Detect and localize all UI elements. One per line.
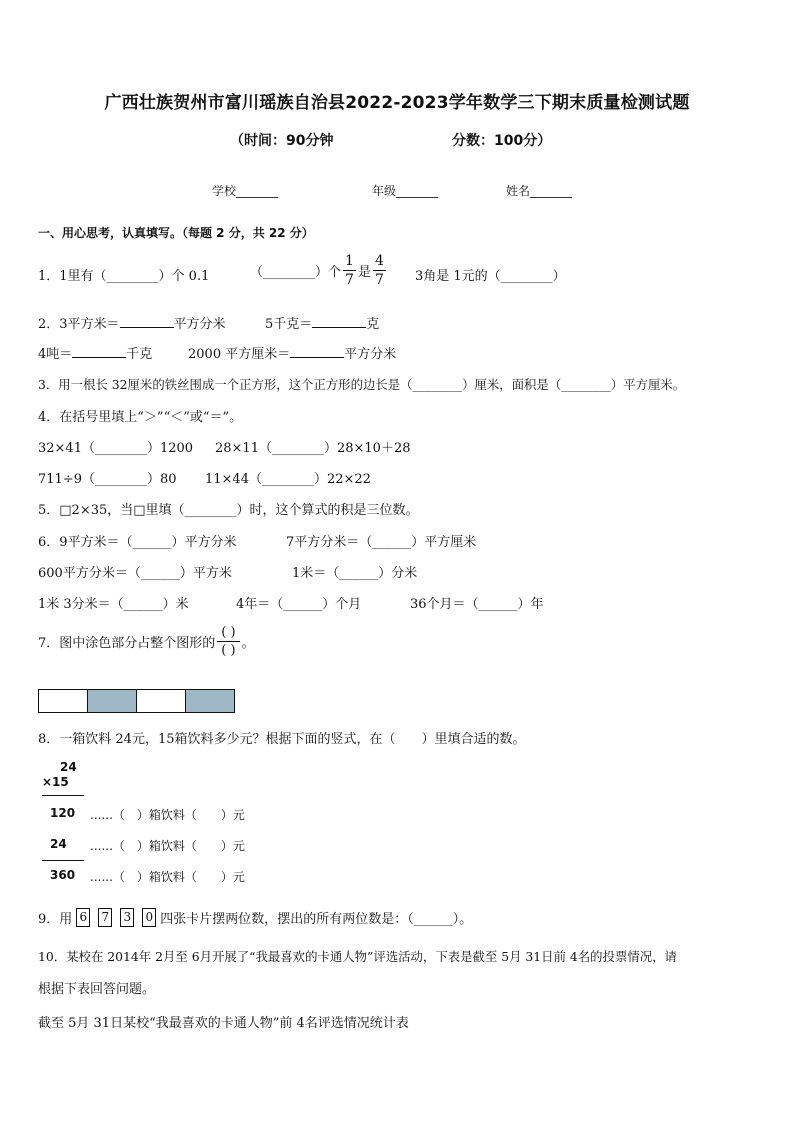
q6-c: 600平方分米＝（______）平方米 [38, 566, 232, 581]
q6-f: 4年＝（______）个月 [236, 597, 362, 612]
q2-c-post: 千克 [126, 347, 153, 362]
digit-card: 6 [76, 908, 90, 927]
q2-c-pre: 4吨＝ [38, 347, 73, 362]
q1-part-a: 1．1里有（________）个 0.1 [38, 269, 210, 284]
answer-blank[interactable] [120, 314, 174, 328]
q7-period: 。 [241, 636, 255, 651]
q2-b-post: 克 [366, 317, 380, 332]
exam-time: （时间：90分钟 [230, 133, 334, 149]
q10-line-1: 10．某校在 2014年 2月至 6月开展了“我最喜欢的卡通人物”评选活动，下表是截至 5月 31日前 4名的投票情况，请 [38, 949, 677, 964]
fraction-numerator: 1 [345, 253, 354, 269]
strip-cell-unshaded [137, 690, 186, 712]
partial-product-2: 24 [50, 837, 67, 851]
q2-b-pre: 5千克＝ [265, 317, 313, 332]
fraction-denominator-blank: ( ) [221, 643, 236, 658]
digit-card: 0 [142, 908, 156, 927]
partial-note-3: ......（ ）箱饮料（ ）元 [90, 870, 245, 884]
q2-row-2 [38, 343, 152, 362]
partial-note-2: ......（ ）箱饮料（ ）元 [90, 839, 245, 853]
q7-line [38, 626, 255, 657]
q10-table-caption: 截至 5月 31日某校“我最喜欢的卡通人物”前 4名评选情况统计表 [38, 1016, 409, 1031]
q9-pre: 9．用 [38, 912, 73, 927]
q8-text: 8．一箱饮料 24元，15箱饮料多少元？根据下面的竖式，在（ ）里填合适的数。 [38, 732, 526, 747]
q6-e: 1米 3分米＝（______）米 [38, 597, 189, 612]
q6-b: 7平方分米＝（______）平方厘米 [286, 535, 477, 550]
strip-cell-shaded [88, 690, 137, 712]
q2-row-1b [265, 313, 379, 332]
fraction-numerator-blank: ( ) [217, 626, 239, 642]
q4-d: 11×44（________）22×22 [205, 472, 371, 487]
q2-d-post: 平方分米 [344, 347, 397, 362]
answer-blank[interactable] [312, 314, 366, 328]
shaded-strip-figure [38, 689, 235, 713]
q2-row-2b [188, 343, 396, 362]
fraction-denominator: 7 [345, 272, 354, 288]
fraction-numerator: 4 [374, 253, 384, 269]
q5-text: 5．□2×35，当□里填（________）时，这个算式的积是三位数。 [38, 503, 419, 518]
vertical-rule [42, 795, 84, 796]
strip-cell-unshaded [39, 690, 88, 712]
q1-is-text: 是 [357, 265, 371, 280]
q7-text: 7．图中涂色部分占整个图形的 [38, 636, 216, 651]
q4-a: 32×41（________）1200 [38, 441, 194, 456]
q9-post: 四张卡片摆两位数，摆出的所有两位数是：（______）。 [160, 912, 473, 927]
q4-c: 711÷9（________）80 [38, 472, 177, 487]
fraction-4-7 [373, 254, 386, 287]
q4-b: 28×11（________）28×10＋28 [215, 441, 411, 456]
answer-fraction[interactable] [217, 626, 239, 657]
q4-heading: 4．在括号里填上“＞”“＜”或“＝”。 [38, 410, 243, 425]
final-product: 360 [50, 868, 76, 882]
digit-card: 7 [98, 908, 112, 927]
q2-a-post: 平方分米 [173, 317, 226, 332]
answer-blank[interactable] [72, 344, 126, 358]
q10-line-2: 根据下表回答问题。 [38, 982, 156, 997]
fraction-denominator: 7 [374, 272, 384, 288]
q9-line [38, 908, 472, 927]
name-field: 姓名_______ [506, 184, 573, 198]
section-heading: 一、用心思考，认真填写。（每题 2 分，共 22 分） [38, 226, 314, 240]
grade-field: 年级_______ [372, 184, 439, 198]
fraction-1-7 [343, 254, 356, 287]
digit-card: 3 [120, 908, 134, 927]
partial-note-1: ......（ ）箱饮料（ ）元 [90, 808, 245, 822]
q6-a: 6．9平方米＝（______）平方分米 [38, 535, 237, 550]
page-title: 广西壮族贺州市富川瑶族自治县2022-2023学年数学三下期末质量检测试题 [104, 93, 690, 113]
q2-row-1 [38, 313, 226, 332]
vertical-rule [42, 860, 84, 861]
answer-blank[interactable] [290, 344, 344, 358]
partial-product-1: 120 [50, 806, 76, 820]
q1-part-b [250, 254, 388, 287]
q2-a-pre: 2．3平方米＝ [38, 317, 120, 332]
q1-b-text: （________）个 [250, 265, 342, 280]
q3-text: 3．用一根长 32厘米的铁丝围成一个正方形，这个正方形的边长是（________）厘米，面积是（________）平方厘米。 [38, 377, 686, 392]
q2-d-pre: 2000 平方厘米＝ [188, 347, 291, 362]
exam-score: 分数：100分） [452, 133, 552, 149]
vertical-multiplier: ×15 [42, 775, 69, 789]
vertical-top-number: 24 [60, 760, 77, 774]
strip-cell-shaded [186, 690, 234, 712]
q6-d: 1米＝（______）分米 [292, 566, 418, 581]
q1-part-c: 3角是 1元的（________） [415, 269, 566, 284]
school-field: 学校_______ [212, 184, 279, 198]
q6-g: 36个月＝（______）年 [410, 597, 544, 612]
